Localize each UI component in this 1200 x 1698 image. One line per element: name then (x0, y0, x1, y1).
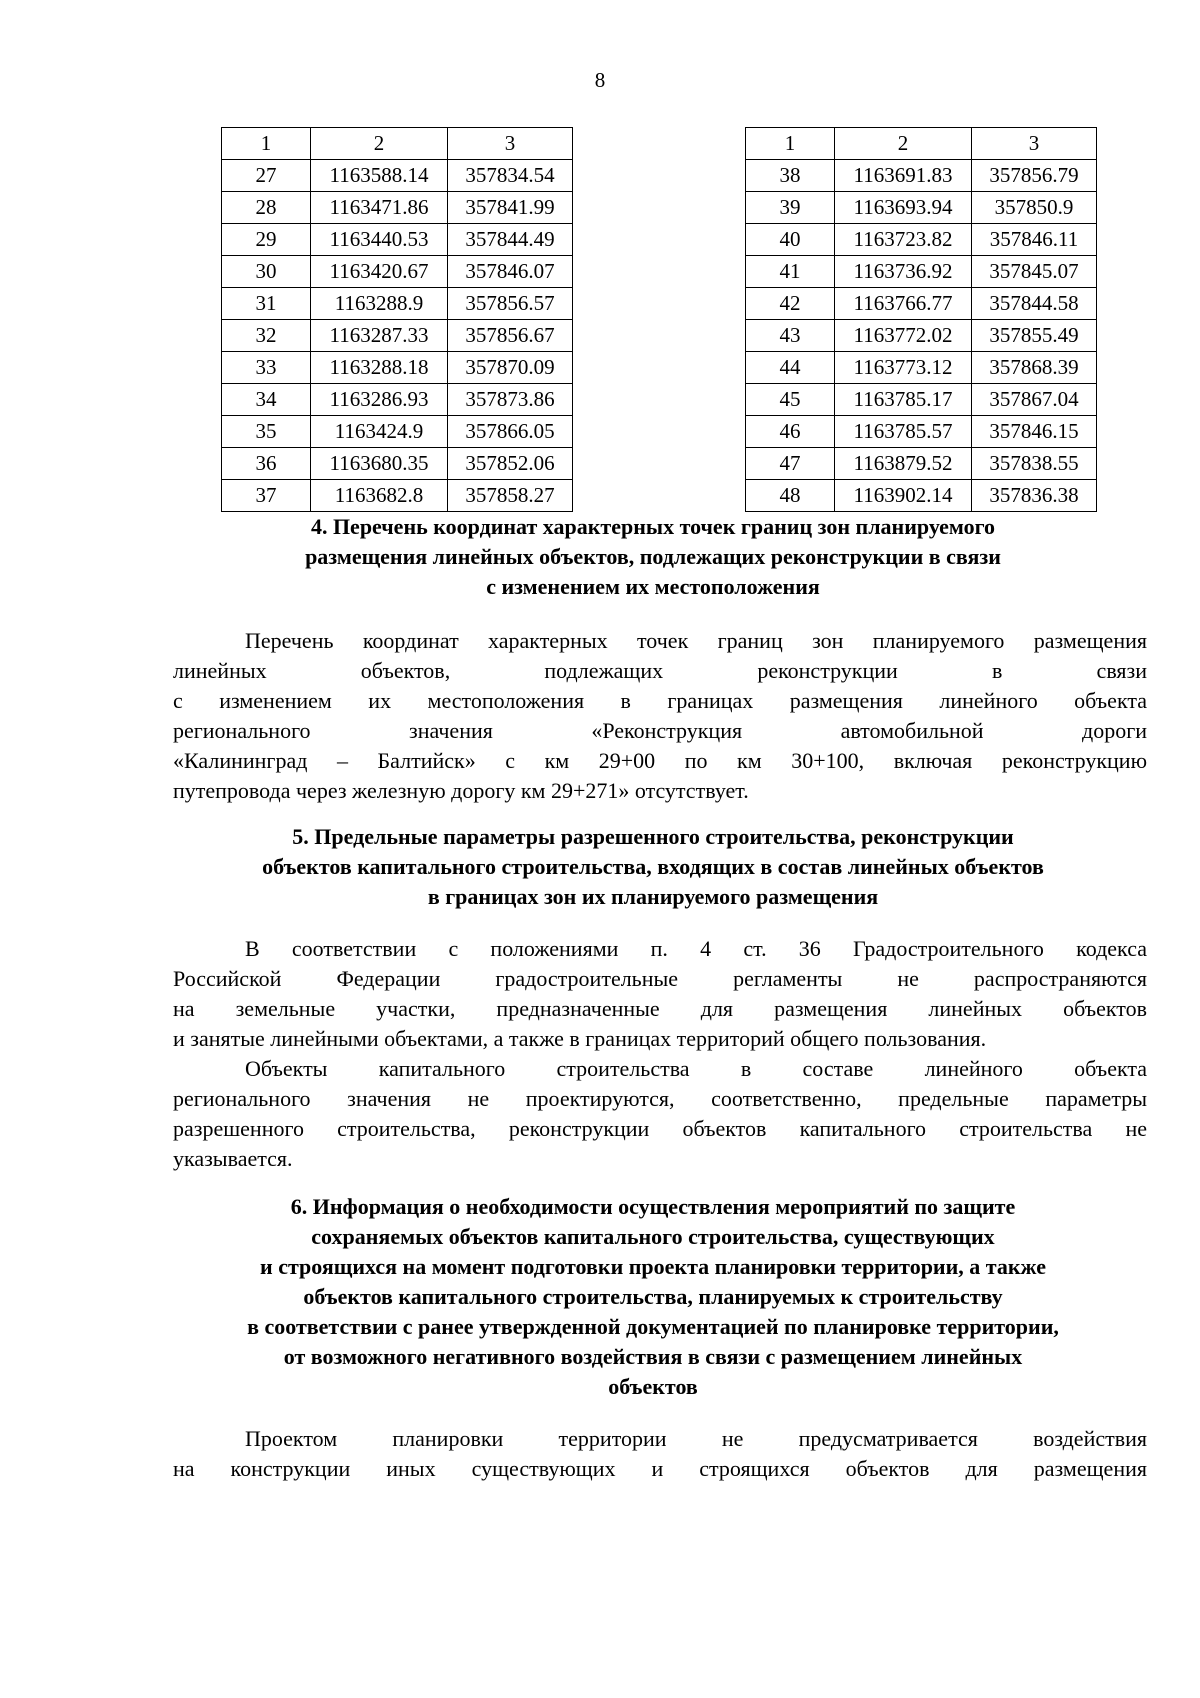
table-cell: 357852.06 (448, 448, 573, 480)
table-cell: 357867.04 (972, 384, 1097, 416)
coordinates-table-left-body (222, 128, 573, 512)
table-cell: 34 (222, 384, 311, 416)
table-cell: 1163723.82 (835, 224, 972, 256)
table-header-row (746, 128, 1097, 160)
table-row (222, 256, 573, 288)
paragraph-line: Объекты капитального строительства в составе линейного объекта (245, 1056, 1147, 1081)
table-cell: 40 (746, 224, 835, 256)
heading-line: и строящихся на момент подготовки проекта планировки территории, а также (260, 1254, 1046, 1279)
table-cell: 1163682.8 (311, 480, 448, 512)
section-6-heading (160, 1192, 1146, 1402)
table-cell: 357841.99 (448, 192, 573, 224)
table-cell: 38 (746, 160, 835, 192)
table-cell: 42 (746, 288, 835, 320)
table-header-cell: 2 (311, 128, 448, 160)
paragraph-line: указывается. (173, 1146, 293, 1171)
heading-line: 6. Информация о необходимости осуществления мероприятий по защите (290, 1194, 1016, 1219)
paragraph-line: и занятые линейными объектами, а также в границах территорий общего пользования. (173, 1026, 987, 1051)
table-cell: 39 (746, 192, 835, 224)
coordinates-table-left (221, 127, 573, 512)
table-row (222, 192, 573, 224)
table-row (746, 160, 1097, 192)
heading-line: размещения линейных объектов, подлежащих реконструкции в связи (305, 544, 1001, 569)
table-row (222, 160, 573, 192)
table-row (746, 224, 1097, 256)
paragraph-line: на конструкции иных существующих и строящихся объектов для размещения (173, 1456, 1147, 1481)
table-row (222, 416, 573, 448)
table-cell: 1163588.14 (311, 160, 448, 192)
table-header-cell: 3 (448, 128, 573, 160)
table-cell: 1163288.18 (311, 352, 448, 384)
table-cell: 44 (746, 352, 835, 384)
table-row (746, 192, 1097, 224)
heading-line: 5. Предельные параметры разрешенного строительства, реконструкции (292, 824, 1014, 849)
table-cell: 1163736.92 (835, 256, 972, 288)
table-row (746, 416, 1097, 448)
paragraph-line: регионального значения «Реконструкция автомобильной дороги (173, 718, 1147, 743)
table-header-cell: 1 (746, 128, 835, 160)
table-cell: 31 (222, 288, 311, 320)
table-row (746, 288, 1097, 320)
table-cell: 1163766.77 (835, 288, 972, 320)
table-row (746, 384, 1097, 416)
heading-line: 4. Перечень координат характерных точек границ зон планируемого (310, 514, 996, 539)
table-cell: 41 (746, 256, 835, 288)
table-header-row (222, 128, 573, 160)
table-cell: 47 (746, 448, 835, 480)
table-row (222, 480, 573, 512)
table-cell: 357850.9 (972, 192, 1097, 224)
paragraph-line: «Калининград – Балтийск» с км 29+00 по км 30+100, включая реконструкцию (173, 748, 1147, 773)
table-cell: 1163773.12 (835, 352, 972, 384)
paragraph-line: путепровода через железную дорогу км 29+271» отсутствует. (173, 778, 749, 803)
heading-line: объектов капитального строительства, входящих в состав линейных объектов (262, 854, 1044, 879)
table-cell: 357846.15 (972, 416, 1097, 448)
table-row (222, 448, 573, 480)
section-5-paragraph-2 (173, 1054, 1147, 1174)
table-cell: 27 (222, 160, 311, 192)
table-cell: 357858.27 (448, 480, 573, 512)
table-row (222, 320, 573, 352)
heading-line: с изменением их местоположения (486, 574, 820, 599)
table-header-cell: 2 (835, 128, 972, 160)
table-cell: 30 (222, 256, 311, 288)
table-cell: 1163471.86 (311, 192, 448, 224)
coordinates-table-right (745, 127, 1097, 512)
table-cell: 357845.07 (972, 256, 1097, 288)
table-cell: 357844.49 (448, 224, 573, 256)
table-cell: 48 (746, 480, 835, 512)
table-cell: 357846.11 (972, 224, 1097, 256)
table-row (746, 448, 1097, 480)
paragraph-line: линейных объектов, подлежащих реконструкции в связи (173, 658, 1147, 683)
table-row (222, 384, 573, 416)
table-cell: 357855.49 (972, 320, 1097, 352)
table-cell: 357836.38 (972, 480, 1097, 512)
section-5-heading (160, 822, 1146, 912)
table-cell: 36 (222, 448, 311, 480)
paragraph-line: регионального значения не проектируются, соответственно, предельные параметры (173, 1086, 1147, 1111)
table-cell: 32 (222, 320, 311, 352)
table-cell: 46 (746, 416, 835, 448)
table-cell: 45 (746, 384, 835, 416)
table-cell: 43 (746, 320, 835, 352)
table-cell: 37 (222, 480, 311, 512)
table-cell: 357856.67 (448, 320, 573, 352)
table-cell: 1163693.94 (835, 192, 972, 224)
table-cell: 1163902.14 (835, 480, 972, 512)
table-cell: 28 (222, 192, 311, 224)
table-row (746, 320, 1097, 352)
table-cell: 357866.05 (448, 416, 573, 448)
paragraph-line: Российской Федерации градостроительные регламенты не распространяются (173, 966, 1147, 991)
paragraph-line: с изменением их местоположения в границах размещения линейного объекта (173, 688, 1147, 713)
table-cell: 33 (222, 352, 311, 384)
table-row (746, 256, 1097, 288)
coordinates-table-right-body (746, 128, 1097, 512)
table-cell: 29 (222, 224, 311, 256)
section-4-paragraph (173, 626, 1147, 806)
heading-line: объектов капитального строительства, планируемых к строительству (303, 1284, 1003, 1309)
table-cell: 1163772.02 (835, 320, 972, 352)
heading-line: в соответствии с ранее утвержденной документацией по планировке территории, (247, 1314, 1059, 1339)
table-header-cell: 3 (972, 128, 1097, 160)
table-header-cell: 1 (222, 128, 311, 160)
table-cell: 357868.39 (972, 352, 1097, 384)
table-cell: 357870.09 (448, 352, 573, 384)
table-cell: 1163424.9 (311, 416, 448, 448)
table-cell: 357844.58 (972, 288, 1097, 320)
table-cell: 1163420.67 (311, 256, 448, 288)
table-cell: 357846.07 (448, 256, 573, 288)
paragraph-line: Проектом планировки территории не предусматривается воздействия (245, 1426, 1147, 1451)
table-cell: 1163785.57 (835, 416, 972, 448)
table-cell: 1163680.35 (311, 448, 448, 480)
paragraph-line: на земельные участки, предназначенные для размещения линейных объектов (173, 996, 1147, 1021)
heading-line: сохраняемых объектов капитального строительства, существующих (311, 1224, 995, 1249)
page-number: 8 (594, 68, 606, 92)
table-cell: 1163691.83 (835, 160, 972, 192)
heading-line: в границах зон их планируемого размещения (427, 884, 879, 909)
table-row (222, 224, 573, 256)
table-cell: 1163288.9 (311, 288, 448, 320)
table-cell: 357834.54 (448, 160, 573, 192)
table-row (222, 288, 573, 320)
table-cell: 1163440.53 (311, 224, 448, 256)
table-cell: 357856.57 (448, 288, 573, 320)
table-cell: 35 (222, 416, 311, 448)
table-cell: 357873.86 (448, 384, 573, 416)
table-cell: 1163785.17 (835, 384, 972, 416)
table-cell: 1163286.93 (311, 384, 448, 416)
paragraph-line: разрешенного строительства, реконструкции объектов капитального строительства не (173, 1116, 1147, 1141)
heading-line: объектов (608, 1374, 698, 1399)
table-cell: 1163879.52 (835, 448, 972, 480)
table-cell: 1163287.33 (311, 320, 448, 352)
heading-line: от возможного негативного воздействия в связи с размещением линейных (283, 1344, 1023, 1369)
table-cell: 357838.55 (972, 448, 1097, 480)
paragraph-line: Перечень координат характерных точек границ зон планируемого размещения (245, 628, 1147, 653)
table-row (746, 352, 1097, 384)
section-6-paragraph (173, 1424, 1147, 1484)
paragraph-line: В соответствии с положениями п. 4 ст. 36 Градостроительного кодекса (245, 936, 1147, 961)
table-row (222, 352, 573, 384)
table-cell: 357856.79 (972, 160, 1097, 192)
section-5-paragraph-1 (173, 934, 1147, 1054)
section-4-heading (160, 512, 1146, 602)
table-row (746, 480, 1097, 512)
